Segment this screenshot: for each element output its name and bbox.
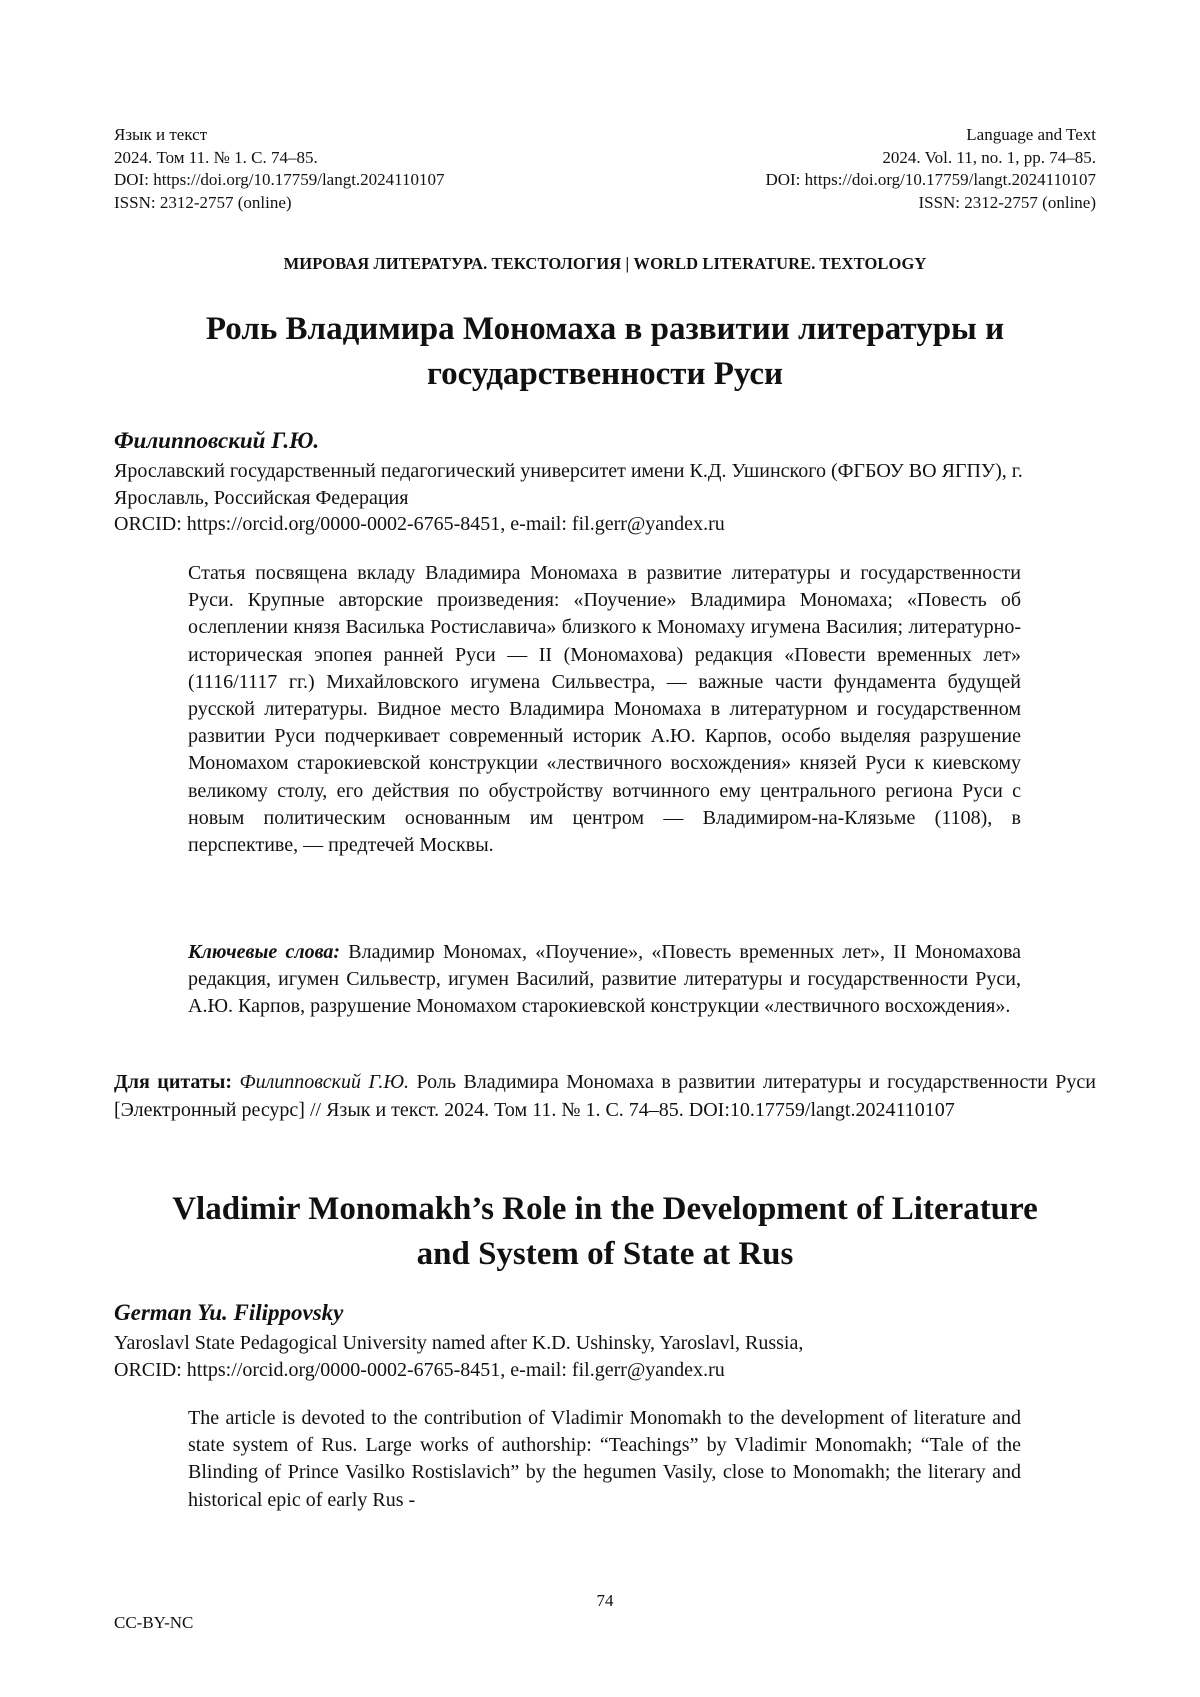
author-ru: Филипповский Г.Ю. [114,428,320,453]
title-ru-line1: Роль Владимира Мономаха в развитии литературы и [205,311,1005,347]
header-right [765,124,1096,214]
affiliation-en [114,1330,1096,1383]
doi-ru[interactable]: DOI: https://doi.org/10.17759/langt.2024110107 [114,170,445,189]
abstract-en: The article is devoted to the contribution of Vladimir Monomakh to the development of literature and state system of Rus. Large works of authorship: “Teachings” by Vladimir Monomakh; “Tale of the Blinding of Prince Vasilko Rostislavich” by the hegumen Vasily, close to Monomakh; the literary and historical epic of early Rus - [188,1407,1021,1511]
journal-issue-en: 2024. Vol. 11, no. 1, pp. 74–85. [882,147,1096,167]
journal-name-en: Language and Text [966,125,1096,144]
page-number: 74 [596,1591,614,1610]
title-ru-line2: государственности Руси [426,356,784,392]
doi-en[interactable]: DOI: https://doi.org/10.17759/langt.2024110107 [765,170,1096,189]
journal-issue-ru: 2024. Том 11. № 1. С. 74–85. [114,147,318,167]
citation-label: Для цитаты: [114,1071,232,1093]
affiliation-ru-text: Ярославский государственный педагогический университет имени К.Д. Ушинского (ФГБОУ ВО ЯГПУ), г. Ярославль, Российская Федерация [114,460,1023,509]
license: CC-BY-NC [114,1613,194,1632]
section-heading: МИРОВАЯ ЛИТЕРАТУРА. ТЕКСТОЛОГИЯ | WORLD LITERATURE. TEXTOLOGY [283,254,927,273]
keywords-text: Владимир Мономах, «Поучение», «Повесть временных лет», II Мономахова редакция, игумен Сильвестр, игумен Василий, развитие литературы и государственности Руси, А.Ю. Карпов, разрушение Мономахом старокиевской конструкции «лествичного восхождения». [188,941,1022,1018]
abstract-ru: Статья посвящена вкладу Владимира Мономаха в развитие литературы и государственности Руси. Крупные авторские произведения: «Поучение» Владимира Мономаха; «Повесть об ослеплении князя Василька Ростиславича» близкого к Мономаху игумена Василия; литературно-историческая эпопея ранней Руси — II (Мономахова) редакция «Повести временных лет» (1116/1117 гг.) Михайловского игумена Сильвестра, — важные части фундамента будущей русской литературы. Видное место Владимира Мономаха в литературном и государственном развитии Руси подчеркивает современный историк А.Ю. Карпов, особо выделяя разрушение Мономахом старокиевской конструкции «лествичного восхождения» князей Руси к киевскому великому столу, его действия по обустройству вотчинного ему центрального региона Руси с новым политическим основанным им центром — Владимиром-на-Клязьме (1108), в перспективе, — предтечей Москвы. [188,562,1021,857]
title-en-line2: and System of State at Rus [416,1236,794,1272]
keywords-label: Ключевые слова: [188,941,341,963]
affiliation-en-text: Yaroslavl State Pedagogical University named after K.D. Ushinsky, Yaroslavl, Russia, [114,1332,804,1354]
citation [114,1069,1096,1124]
issn-en: ISSN: 2312-2757 (online) [918,192,1096,212]
citation-text: Роль Владимира Мономаха в развитии литературы и государственности Руси [Электронный ресурс] // Язык и текст. 2024. Том 11. № 1. С. 74–85. DOI:10.17759/langt.2024110107 [114,1071,1097,1121]
header-left [114,124,445,214]
issn-ru: ISSN: 2312-2757 (online) [114,192,292,212]
keywords-ru [188,939,1021,1021]
title-en-line1: Vladimir Monomakh’s Role in the Development of Literature [172,1191,1038,1227]
author-en: German Yu. Filippovsky [114,1300,344,1325]
journal-name-ru: Язык и текст [114,125,208,144]
title-ru [114,307,1096,397]
affiliation-ru [114,458,1096,538]
orcid-ru[interactable]: ORCID: https://orcid.org/0000-0002-6765-8451, e-mail: fil.gerr@yandex.ru [114,513,725,535]
orcid-en[interactable]: ORCID: https://orcid.org/0000-0002-6765-8451, e-mail: fil.gerr@yandex.ru [114,1358,725,1381]
citation-author: Филипповский Г.Ю. [239,1071,409,1093]
title-en [114,1187,1096,1277]
